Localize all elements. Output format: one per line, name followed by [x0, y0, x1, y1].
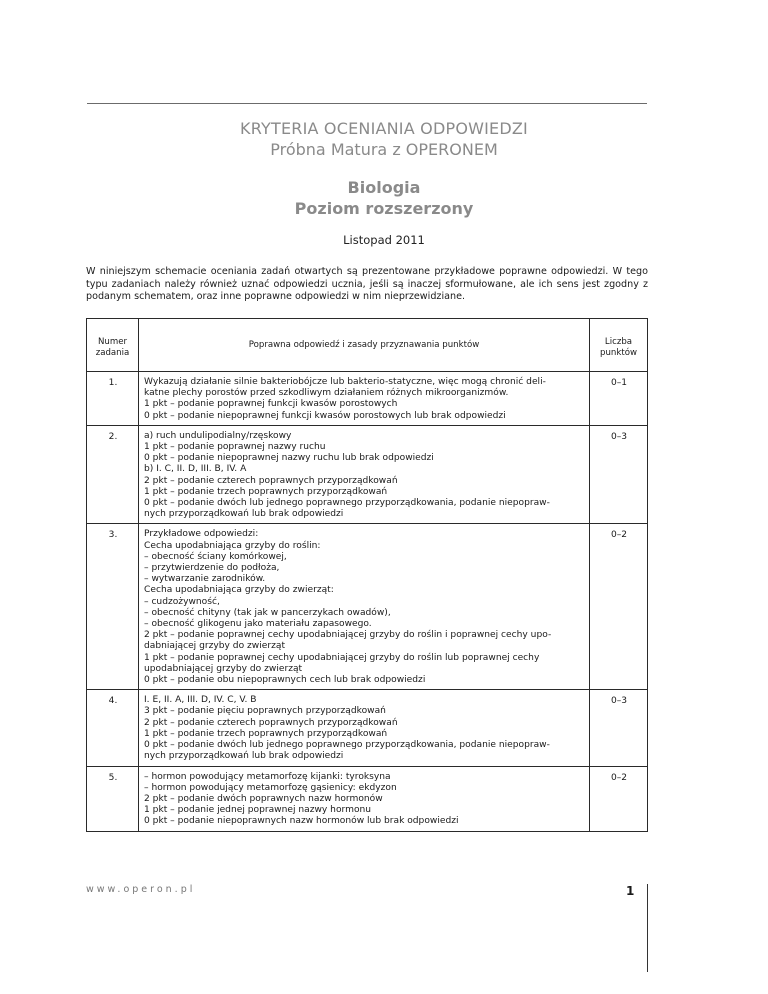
answer-line: dabniającej grzyby do zwierząt — [144, 641, 286, 652]
task-number: 3. — [87, 524, 139, 690]
answer-line: nych przyporządkowań lub brak odpowiedzi — [144, 509, 344, 520]
points-range: 0–1 — [590, 372, 648, 426]
answer-line: – cudzożywność, — [144, 596, 220, 607]
answer-line: 2 pkt – podanie czterech poprawnych przyporządkowań — [144, 717, 398, 728]
table-header-row — [87, 319, 648, 372]
table-row — [87, 372, 648, 426]
points-range: 0–2 — [590, 766, 648, 831]
subject-title: Biologia — [347, 178, 421, 197]
page-edge-rule — [647, 884, 648, 972]
answer-cell — [139, 524, 590, 690]
answer-line: b) I. C, II. D, III. B, IV. A — [144, 464, 247, 475]
answer-line: – hormon powodujący metamorfozę kijanki: tyroksyna — [144, 771, 391, 782]
answer-line: 2 pkt – podanie czterech poprawnych przyporządkowań — [144, 475, 398, 486]
answer-line: Wykazują działanie silnie bakteriobójcze lub bakterio-statyczne, więc mogą chronić deli- — [144, 377, 546, 387]
table-row — [87, 425, 648, 524]
points-range: 0–3 — [590, 425, 648, 524]
answer-line: katne plechy porostów przed szkodliwym działaniem różnych mikroorganizmów. — [144, 388, 509, 399]
answer-line: – hormon powodujący metamorfozę gąsienicy: ekdyzon — [144, 782, 397, 793]
answer-line: upodabniającej grzyby do zwierząt — [144, 663, 303, 674]
answer-line: 2 pkt – podanie dwóch poprawnych nazw hormonów — [144, 793, 383, 804]
table-row — [87, 524, 648, 690]
answer-cell — [139, 425, 590, 524]
intro-paragraph: W niniejszym schemacie oceniania zadań otwartych są prezentowane przykładowe poprawne odpowiedzi. W tego typu zadaniach należy również uznać odpowiedzi ucznia, jeśli są inaczej sformułowane, ale ich sens jest zgodny z podanym schematem, oraz inne poprawne odpowiedzi w nim nieprzewidziane. — [86, 266, 648, 303]
answer-cell — [139, 372, 590, 426]
answer-line: nych przyporządkowań lub brak odpowiedzi — [144, 751, 344, 762]
level-title: Poziom rozszerzony — [294, 199, 474, 218]
answer-cell — [139, 690, 590, 766]
header-points: Liczba punktów — [590, 319, 648, 372]
answer-line: 0 pkt – podanie niepoprawnych nazw hormonów lub brak odpowiedzi — [144, 816, 459, 827]
answer-line: 1 pkt – podanie trzech poprawnych przyporządkowań — [144, 728, 388, 739]
answer-line: – wytwarzanie zarodników. — [144, 574, 266, 585]
answer-line: 0 pkt – podanie niepoprawnej funkcji kwasów porostowych lub brak odpowiedzi — [144, 410, 506, 421]
answer-line: 1 pkt – podanie trzech poprawnych przyporządkowań — [144, 486, 388, 497]
answer-line: 0 pkt – podanie dwóch lub jednego poprawnego przyporządkowania, podanie niepopraw- — [144, 498, 550, 509]
top-rule — [87, 103, 647, 104]
answer-line: Przykładowe odpowiedzi: — [144, 529, 259, 540]
answer-line: 2 pkt – podanie poprawnej cechy upodabniającej grzyby do roślin i poprawnej cechy upo- — [144, 630, 552, 641]
points-range: 0–2 — [590, 524, 648, 690]
answer-line: – obecność ściany komórkowej, — [144, 551, 287, 562]
task-number: 1. — [87, 372, 139, 426]
header-answer: Poprawna odpowiedź i zasady przyznawania punktów — [139, 319, 590, 372]
answer-line: 0 pkt – podanie niepoprawnej nazwy ruchu lub brak odpowiedzi — [144, 453, 434, 464]
answer-line: 1 pkt – podanie poprawnej cechy upodabniającej grzyby do roślin lub poprawnej cechy — [144, 652, 540, 663]
answer-line: Cecha upodabniająca grzyby do roślin: — [144, 540, 321, 551]
page-number: 1 — [626, 884, 635, 898]
answer-line: – obecność glikogenu jako materiału zapasowego. — [144, 619, 372, 630]
table-row — [87, 690, 648, 766]
exam-date: Listopad 2011 — [343, 233, 425, 247]
footer-url: www.operon.pl — [86, 884, 196, 895]
points-range: 0–3 — [590, 690, 648, 766]
table-row — [87, 766, 648, 831]
task-number: 5. — [87, 766, 139, 831]
header-task-number: Numer zadania — [87, 319, 139, 372]
document-title: KRYTERIA OCENIANIA ODPOWIEDZI — [240, 119, 528, 138]
answer-line: – obecność chityny (tak jak w pancerzykach owadów), — [144, 607, 391, 618]
answer-line: I. E, II. A, III. D, IV. C, V. B — [144, 695, 257, 706]
answer-line: 1 pkt – podanie poprawnej nazwy ruchu — [144, 442, 326, 453]
answer-line: Cecha upodabniająca grzyby do zwierząt: — [144, 585, 334, 596]
answer-line: 3 pkt – podanie pięciu poprawnych przyporządkowań — [144, 706, 386, 717]
answer-line: 1 pkt – podanie poprawnej funkcji kwasów porostowych — [144, 399, 398, 410]
task-number: 4. — [87, 690, 139, 766]
answer-line: – przytwierdzenie do podłoża, — [144, 563, 280, 574]
document-subtitle: Próbna Matura z OPERONEM — [270, 140, 498, 159]
answer-cell — [139, 766, 590, 831]
answer-line: 0 pkt – podanie dwóch lub jednego poprawnego przyporządkowania, podanie niepopraw- — [144, 740, 550, 751]
criteria-table — [86, 318, 648, 832]
answer-line: 0 pkt – podanie obu niepoprawnych cech lub brak odpowiedzi — [144, 675, 426, 686]
task-number: 2. — [87, 425, 139, 524]
answer-line: 1 pkt – podanie jednej poprawnej nazwy hormonu — [144, 805, 372, 816]
answer-line: a) ruch undulipodialny/rzęskowy — [144, 430, 292, 441]
